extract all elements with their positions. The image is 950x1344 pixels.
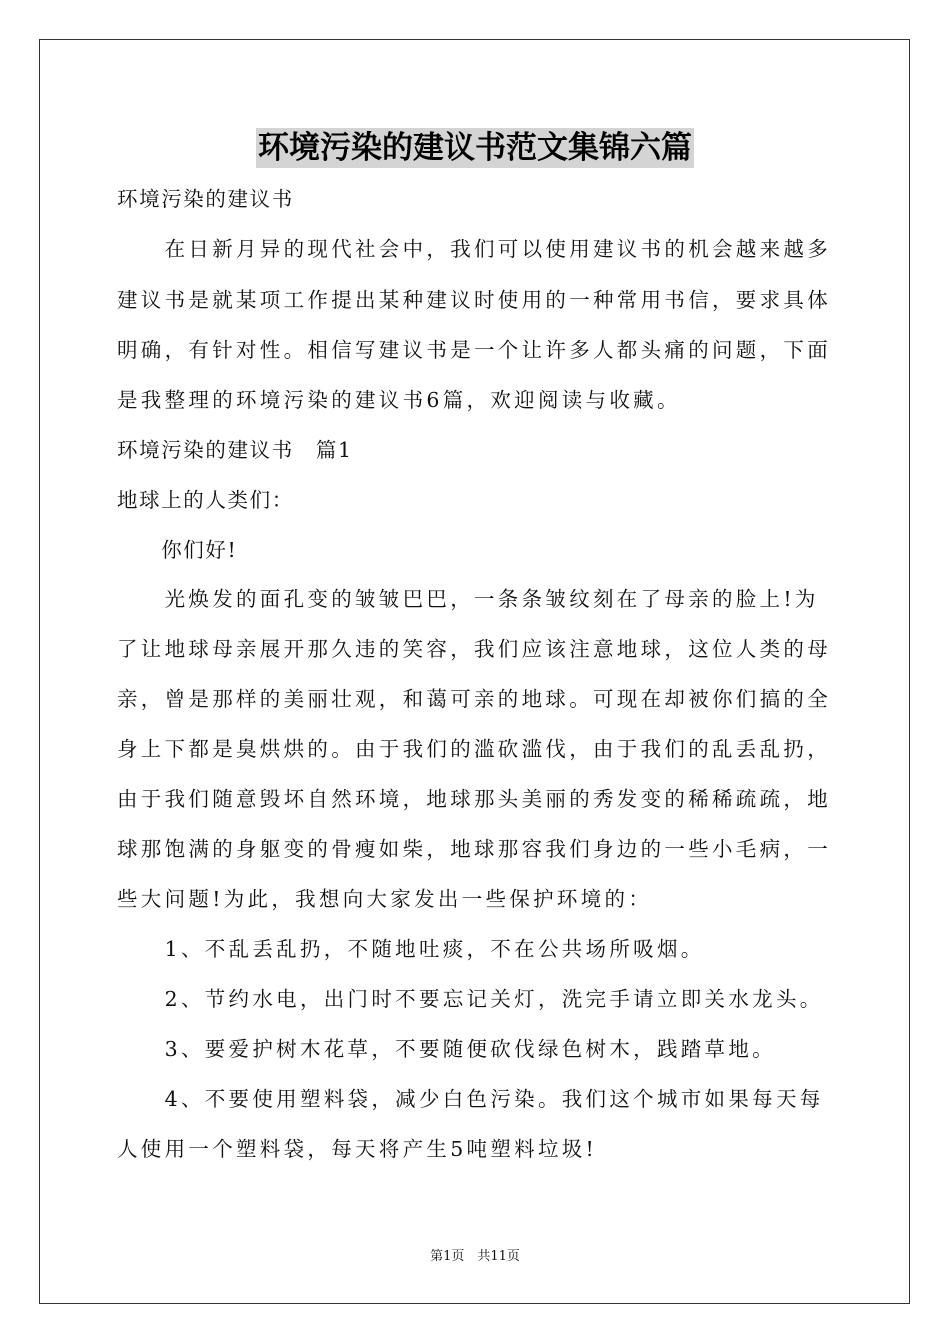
list-item: 2、节约水电，出门时不要忘记关灯，洗完手请立即关水龙头。 [117, 987, 824, 1011]
title-container [0, 128, 950, 168]
document-title: 环境污染的建议书范文集锦六篇 [258, 130, 692, 166]
list-item: 3、要爱护树木花草，不要随便砍伐绿色树木，践踏草地。 [117, 1037, 776, 1061]
paragraph-line: 球那饱满的身躯变的骨瘦如柴，地球那容我们身边的一些小毛病，一 [117, 837, 831, 861]
paragraph-line: 建议书是就某项工作提出某种建议时使用的一种常用书信，要求具体 [117, 288, 831, 312]
paragraph-line: 了让地球母亲展开那久违的笑容，我们应该注意地球，这位人类的母 [117, 637, 831, 661]
paragraph-line: 明确，有针对性。相信写建议书是一个让许多人都头痛的问题，下面 [117, 338, 831, 362]
paragraph-line: 人使用一个塑料袋，每天将产生5吨塑料垃圾! [117, 1137, 598, 1161]
paragraph-line: 身上下都是臭烘烘的。由于我们的滥砍滥伐，由于我们的乱丢乱扔， [117, 737, 831, 761]
page-border [39, 39, 910, 1304]
paragraph-line: 亲，曾是那样的美丽壮观，和蔼可亲的地球。可现在却被你们搞的全 [117, 687, 831, 711]
page-number: 第1页 共11页 [430, 1249, 520, 1264]
list-item: 1、不乱丢乱扔，不随地吐痰，不在公共场所吸烟。 [117, 937, 705, 961]
section-heading: 环境污染的建议书 篇1 [117, 438, 353, 462]
paragraph-line: 光焕发的面孔变的皱皱巴巴，一条条皱纹刻在了母亲的脸上!为 [117, 587, 819, 611]
paragraph-line: 些大问题!为此，我想向大家发出一些保护环境的： [117, 887, 653, 911]
greeting: 你们好! [117, 538, 238, 562]
list-item: 4、不要使用塑料袋，减少白色污染。我们这个城市如果每天每 [117, 1087, 824, 1111]
paragraph-line: 由于我们随意毁坏自然环境，地球那头美丽的秀发变的稀稀疏疏，地 [117, 787, 831, 811]
paragraph-line: 是我整理的环境污染的建议书6篇，欢迎阅读与收藏。 [117, 388, 681, 412]
subtitle: 环境污染的建议书 [117, 187, 294, 211]
salutation: 地球上的人类们： [117, 488, 294, 512]
paragraph-line: 在日新月异的现代社会中，我们可以使用建议书的机会越来越多 [117, 237, 831, 261]
